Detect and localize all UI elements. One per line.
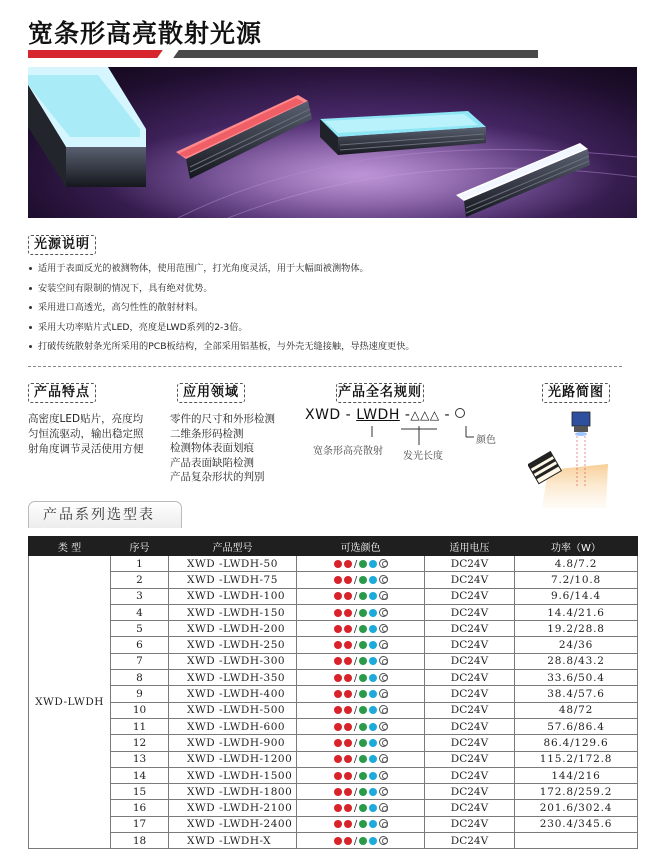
model-cell: XWD -LWDH-400 xyxy=(169,686,297,702)
color-dot-icon xyxy=(334,804,342,812)
power-cell: 24/36 xyxy=(515,637,638,653)
power-cell: 4.8/7.2 xyxy=(515,556,638,572)
voltage-cell: DC24V xyxy=(425,572,515,588)
row-number: 17 xyxy=(111,816,169,832)
color-dot-icon xyxy=(344,788,352,796)
rule-prefix: XWD xyxy=(305,407,341,423)
color-dot-icon xyxy=(369,674,377,682)
row-number: 15 xyxy=(111,784,169,800)
color-options-cell xyxy=(297,621,425,637)
list-item: 产品复杂形状的判别 xyxy=(170,471,265,483)
row-number: 11 xyxy=(111,718,169,734)
color-separator: / xyxy=(353,705,358,717)
row-number: 7 xyxy=(111,653,169,669)
color-separator: / xyxy=(353,558,358,570)
table-row xyxy=(29,816,638,832)
table-row xyxy=(29,637,638,653)
power-cell: 38.4/57.6 xyxy=(515,686,638,702)
row-number: 12 xyxy=(111,735,169,751)
color-separator: / xyxy=(353,721,358,733)
white-color-ring-icon xyxy=(379,624,388,633)
model-cell: XWD -LWDH-900 xyxy=(169,735,297,751)
color-dot-icon xyxy=(334,788,342,796)
white-color-ring-icon xyxy=(379,640,388,649)
row-number: 1 xyxy=(111,556,169,572)
voltage-cell: DC24V xyxy=(425,784,515,800)
color-dot-icon xyxy=(369,804,377,812)
color-options-cell xyxy=(297,604,425,620)
model-cell: XWD -LWDH-50 xyxy=(169,556,297,572)
power-cell: 14.4/21.6 xyxy=(515,604,638,620)
color-dot-icon xyxy=(359,706,367,714)
model-cell: XWD -LWDH-1800 xyxy=(169,784,297,800)
model-cell: XWD -LWDH-350 xyxy=(169,670,297,686)
rule-label-color: 颜色 xyxy=(476,435,496,446)
col-header-model: 产品型号 xyxy=(169,537,297,556)
voltage-cell: DC24V xyxy=(425,816,515,832)
model-cell: XWD -LWDH-600 xyxy=(169,718,297,734)
color-dot-icon xyxy=(359,592,367,600)
color-dot-icon xyxy=(369,706,377,714)
table-header-row xyxy=(29,537,638,556)
color-dot-icon xyxy=(369,723,377,731)
table-row xyxy=(29,784,638,800)
white-color-ring-icon xyxy=(379,689,388,698)
list-item: 零件的尺寸和外形检测 xyxy=(170,413,275,425)
list-item: 产品表面缺陷检测 xyxy=(170,456,254,469)
section-tag-features: 产品特点 xyxy=(28,383,96,403)
rule-label-series: 宽条形高亮散射 xyxy=(313,446,383,457)
color-dot-icon xyxy=(369,625,377,633)
voltage-cell: DC24V xyxy=(425,588,515,604)
col-header-no: 序号 xyxy=(111,537,169,556)
white-color-ring-icon xyxy=(379,705,388,714)
voltage-cell: DC24V xyxy=(425,670,515,686)
white-color-ring-icon xyxy=(379,559,388,568)
color-dot-icon xyxy=(344,625,352,633)
color-dot-icon xyxy=(334,592,342,600)
color-dot-icon xyxy=(344,772,352,780)
white-color-ring-icon xyxy=(379,656,388,665)
list-item: 采用大功率贴片式LED，亮度是LWD系列的2-3倍。 xyxy=(28,321,628,341)
color-separator: / xyxy=(353,786,358,798)
list-item: 采用进口高透光，高匀性性的散射材料。 xyxy=(28,301,628,321)
color-dot-icon xyxy=(359,690,367,698)
section-divider xyxy=(28,366,622,367)
color-dot-icon xyxy=(359,755,367,763)
color-dot-icon xyxy=(369,739,377,747)
naming-rule-code: XWD - LWDH -△△△ - xyxy=(305,407,465,423)
color-dot-icon xyxy=(344,739,352,747)
color-dot-icon xyxy=(334,609,342,617)
color-dot-icon xyxy=(369,788,377,796)
model-cell: XWD -LWDH-1500 xyxy=(169,767,297,783)
white-color-ring-icon xyxy=(379,722,388,731)
color-options-cell xyxy=(297,751,425,767)
color-dot-icon xyxy=(344,674,352,682)
voltage-cell: DC24V xyxy=(425,702,515,718)
voltage-cell: DC24V xyxy=(425,718,515,734)
list-item: 打破传统散射条光所采用的PCB板结构，全部采用铝基板，与外壳无缝接触，导热速度更快。 xyxy=(28,340,628,360)
col-header-power: 功率（W） xyxy=(515,537,638,556)
header-accent-bar xyxy=(28,50,168,58)
table-row xyxy=(29,556,638,572)
power-cell: 33.6/50.4 xyxy=(515,670,638,686)
table-row xyxy=(29,718,638,734)
color-options-cell xyxy=(297,718,425,734)
color-dot-icon xyxy=(359,772,367,780)
white-color-ring-icon xyxy=(379,608,388,617)
row-number: 6 xyxy=(111,637,169,653)
color-dot-icon xyxy=(334,820,342,828)
color-dot-icon xyxy=(344,609,352,617)
color-dot-icon xyxy=(334,560,342,568)
color-dot-icon xyxy=(369,690,377,698)
color-options-cell xyxy=(297,556,425,572)
list-item: 安装空间有限制的情况下，具有绝对优势。 xyxy=(28,282,628,302)
type-cell: XWD-LWDH xyxy=(29,556,111,849)
section-tag-naming-rule: 产品全名规则 xyxy=(336,383,424,403)
color-options-cell xyxy=(297,686,425,702)
color-options-cell xyxy=(297,572,425,588)
light-bar-teal-left xyxy=(28,67,146,187)
row-number: 9 xyxy=(111,686,169,702)
color-dot-icon xyxy=(359,674,367,682)
row-number: 18 xyxy=(111,833,169,849)
color-options-cell xyxy=(297,653,425,669)
list-item: 检测物体表面划痕 xyxy=(170,442,254,454)
power-cell: 86.4/129.6 xyxy=(515,735,638,751)
color-dot-icon xyxy=(344,576,352,584)
row-number: 4 xyxy=(111,604,169,620)
product-banner-image xyxy=(28,67,637,218)
rule-label-length: 发光长度 xyxy=(403,451,443,462)
table-row xyxy=(29,833,638,849)
table-row xyxy=(29,604,638,620)
color-dot-icon xyxy=(334,690,342,698)
features-text: 高密度LED贴片，亮度均匀恒流驱动，输出稳定照射角度调节灵活使用方便 xyxy=(28,413,144,455)
section-tag-source-desc: 光源说明 xyxy=(28,235,96,255)
power-cell: 9.6/14.4 xyxy=(515,588,638,604)
color-separator: / xyxy=(353,803,358,815)
color-dot-icon xyxy=(334,837,342,845)
voltage-cell: DC24V xyxy=(425,653,515,669)
rule-series: LWDH xyxy=(356,407,400,423)
color-dot-icon xyxy=(369,837,377,845)
white-color-ring-icon xyxy=(379,673,388,682)
table-row xyxy=(29,767,638,783)
rule-color-icon xyxy=(455,408,465,418)
color-dot-icon xyxy=(369,772,377,780)
color-dot-icon xyxy=(359,788,367,796)
section-tag-light-path: 光路简图 xyxy=(542,383,610,403)
color-dot-icon xyxy=(344,837,352,845)
selection-table xyxy=(28,536,638,849)
color-dot-icon xyxy=(344,820,352,828)
table-row xyxy=(29,572,638,588)
power-cell: 28.8/43.2 xyxy=(515,653,638,669)
rule-length-placeholder: △△△ xyxy=(410,408,440,422)
color-dot-icon xyxy=(344,592,352,600)
color-dot-icon xyxy=(334,739,342,747)
color-dot-icon xyxy=(359,820,367,828)
color-separator: / xyxy=(353,574,358,586)
color-dot-icon xyxy=(344,657,352,665)
color-dot-icon xyxy=(369,560,377,568)
white-color-ring-icon xyxy=(379,787,388,796)
table-row xyxy=(29,653,638,669)
voltage-cell: DC24V xyxy=(425,686,515,702)
list-item: 二维条形码检测 xyxy=(170,427,244,440)
white-color-ring-icon xyxy=(379,836,388,845)
color-options-cell xyxy=(297,735,425,751)
model-cell: XWD -LWDH-500 xyxy=(169,702,297,718)
light-path-diagram xyxy=(528,408,618,508)
color-dot-icon xyxy=(359,609,367,617)
tab-selection-table[interactable]: 产品系列选型表 xyxy=(28,501,182,528)
color-options-cell xyxy=(297,670,425,686)
color-options-cell xyxy=(297,767,425,783)
color-dot-icon xyxy=(334,755,342,763)
color-dot-icon xyxy=(334,625,342,633)
model-cell: XWD -LWDH-100 xyxy=(169,588,297,604)
table-row xyxy=(29,702,638,718)
voltage-cell: DC24V xyxy=(425,833,515,849)
voltage-cell: DC24V xyxy=(425,751,515,767)
white-color-ring-icon xyxy=(379,754,388,763)
color-dot-icon xyxy=(334,706,342,714)
color-dot-icon xyxy=(369,576,377,584)
model-cell: XWD -LWDH-X xyxy=(169,833,297,849)
row-number: 16 xyxy=(111,800,169,816)
power-cell: 19.2/28.8 xyxy=(515,621,638,637)
page-title: 宽条形高亮散射光源 xyxy=(28,19,263,48)
white-color-ring-icon xyxy=(379,771,388,780)
applications-list xyxy=(170,412,300,485)
color-separator: / xyxy=(353,689,358,701)
power-cell: 201.6/302.4 xyxy=(515,800,638,816)
model-cell: XWD -LWDH-75 xyxy=(169,572,297,588)
color-dot-icon xyxy=(344,690,352,698)
white-color-ring-icon xyxy=(379,575,388,584)
color-dot-icon xyxy=(344,755,352,763)
color-dot-icon xyxy=(344,641,352,649)
voltage-cell: DC24V xyxy=(425,800,515,816)
row-number: 3 xyxy=(111,588,169,604)
row-number: 13 xyxy=(111,751,169,767)
model-cell: XWD -LWDH-2400 xyxy=(169,816,297,832)
color-separator: / xyxy=(353,835,358,847)
white-color-ring-icon xyxy=(379,591,388,600)
voltage-cell: DC24V xyxy=(425,621,515,637)
voltage-cell: DC24V xyxy=(425,637,515,653)
color-dot-icon xyxy=(369,820,377,828)
color-separator: / xyxy=(353,819,358,831)
color-options-cell xyxy=(297,702,425,718)
power-cell: 115.2/172.8 xyxy=(515,751,638,767)
color-dot-icon xyxy=(369,592,377,600)
color-dot-icon xyxy=(334,674,342,682)
power-cell xyxy=(515,833,638,849)
color-separator: / xyxy=(353,591,358,603)
color-separator: / xyxy=(353,672,358,684)
model-cell: XWD -LWDH-2100 xyxy=(169,800,297,816)
power-cell: 48/72 xyxy=(515,702,638,718)
power-cell: 57.6/86.4 xyxy=(515,718,638,734)
color-dot-icon xyxy=(344,706,352,714)
color-separator: / xyxy=(353,623,358,635)
power-cell: 230.4/345.6 xyxy=(515,816,638,832)
color-dot-icon xyxy=(359,625,367,633)
col-header-voltage: 适用电压 xyxy=(425,537,515,556)
color-dot-icon xyxy=(344,804,352,812)
color-dot-icon xyxy=(369,641,377,649)
power-cell: 144/216 xyxy=(515,767,638,783)
voltage-cell: DC24V xyxy=(425,604,515,620)
color-dot-icon xyxy=(334,657,342,665)
voltage-cell: DC24V xyxy=(425,735,515,751)
color-dot-icon xyxy=(369,609,377,617)
color-options-cell xyxy=(297,800,425,816)
color-separator: / xyxy=(353,770,358,782)
color-dot-icon xyxy=(334,576,342,584)
color-dot-icon xyxy=(359,576,367,584)
list-item: 适用于表面反光的被测物体，使用范围广，打光角度灵活，用于大幅面被测物体。 xyxy=(28,262,628,282)
white-color-ring-icon xyxy=(379,738,388,747)
color-dot-icon xyxy=(344,560,352,568)
table-row xyxy=(29,686,638,702)
color-options-cell xyxy=(297,784,425,800)
model-cell: XWD -LWDH-1200 xyxy=(169,751,297,767)
table-row xyxy=(29,588,638,604)
voltage-cell: DC24V xyxy=(425,767,515,783)
color-dot-icon xyxy=(359,804,367,812)
voltage-cell: DC24V xyxy=(425,556,515,572)
power-cell: 7.2/10.8 xyxy=(515,572,638,588)
row-number: 2 xyxy=(111,572,169,588)
table-row xyxy=(29,621,638,637)
color-separator: / xyxy=(353,737,358,749)
color-dot-icon xyxy=(369,657,377,665)
color-options-cell xyxy=(297,637,425,653)
color-options-cell xyxy=(297,588,425,604)
table-row xyxy=(29,751,638,767)
color-dot-icon xyxy=(359,739,367,747)
white-color-ring-icon xyxy=(379,803,388,812)
color-dot-icon xyxy=(344,723,352,731)
model-cell: XWD -LWDH-250 xyxy=(169,637,297,653)
row-number: 8 xyxy=(111,670,169,686)
model-cell: XWD -LWDH-300 xyxy=(169,653,297,669)
color-dot-icon xyxy=(359,657,367,665)
color-dot-icon xyxy=(359,560,367,568)
color-dot-icon xyxy=(359,723,367,731)
color-options-cell xyxy=(297,816,425,832)
color-dot-icon xyxy=(359,837,367,845)
color-options-cell xyxy=(297,833,425,849)
section-tag-applications: 应用领域 xyxy=(177,383,245,403)
color-separator: / xyxy=(353,754,358,766)
white-color-ring-icon xyxy=(379,819,388,828)
row-number: 5 xyxy=(111,621,169,637)
col-header-colors: 可选颜色 xyxy=(297,537,425,556)
table-row xyxy=(29,735,638,751)
color-dot-icon xyxy=(334,641,342,649)
table-row xyxy=(29,800,638,816)
color-dot-icon xyxy=(359,641,367,649)
model-cell: XWD -LWDH-200 xyxy=(169,621,297,637)
color-dot-icon xyxy=(369,755,377,763)
row-number: 14 xyxy=(111,767,169,783)
power-cell: 172.8/259.2 xyxy=(515,784,638,800)
model-cell: XWD -LWDH-150 xyxy=(169,604,297,620)
col-header-type: 类 型 xyxy=(29,537,111,556)
color-dot-icon xyxy=(334,772,342,780)
row-number: 10 xyxy=(111,702,169,718)
color-separator: / xyxy=(353,640,358,652)
source-desc-list xyxy=(28,262,628,360)
color-separator: / xyxy=(353,607,358,619)
table-row xyxy=(29,670,638,686)
color-dot-icon xyxy=(334,723,342,731)
color-separator: / xyxy=(353,656,358,668)
